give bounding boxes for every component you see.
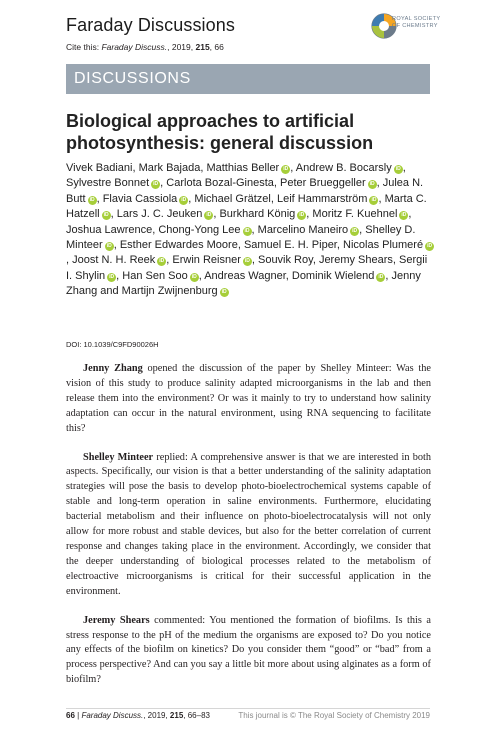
page-footer: [66, 708, 430, 722]
orcid-icon[interactable]: iD: [159, 258, 165, 265]
footer-separator: |: [74, 711, 82, 720]
author-name: Leif Hammarström: [276, 192, 368, 205]
author-name: Esther Edwardes Moore: [119, 239, 238, 252]
author-separator: ,: [251, 254, 258, 267]
author-separator: ,: [385, 269, 392, 282]
author-separator: ,: [188, 192, 195, 205]
orcid-icon[interactable]: iD: [371, 196, 377, 203]
author-separator: ,: [166, 254, 173, 267]
orcid-icon[interactable]: iD: [352, 227, 358, 234]
doi-link[interactable]: DOI: 10.1039/C9FD90026H: [66, 340, 159, 349]
author-name: Matthias Beller: [206, 162, 280, 174]
author-separator: ,: [213, 208, 220, 221]
speaker-name: Jeremy Shears: [83, 614, 150, 626]
orcid-icon[interactable]: iD: [221, 289, 227, 296]
section-banner-label: DISCUSSIONS: [74, 70, 191, 87]
author-separator: ,: [392, 254, 400, 267]
author-name: Vivek Badiani: [66, 162, 133, 174]
rsc-logo-text: ROYAL SOCIETY OF CHEMISTRY: [392, 16, 441, 29]
author-name: Erwin Reisner: [172, 254, 241, 267]
author-name: Julea N. Butt: [66, 177, 424, 205]
author-separator: ,: [113, 239, 120, 252]
author-separator: and: [97, 285, 122, 298]
author-separator: ,: [336, 239, 343, 252]
author-name: Michael Grätzel: [194, 192, 271, 205]
author-name: Martijn Zwijnenburg: [121, 285, 218, 298]
orcid-icon[interactable]: iD: [283, 166, 289, 172]
author-name: Jeremy Shears: [318, 254, 393, 267]
discussion-paragraph: [66, 451, 431, 600]
author-name: Andrew B. Bocarsly: [295, 162, 392, 174]
footer-year: , 2019,: [143, 711, 170, 720]
author-name: Samuel E. H. Piper: [243, 239, 337, 252]
speaker-name: Jenny Zhang: [83, 363, 143, 374]
journal-title: Faraday Discussions: [66, 15, 235, 35]
footer-pages: , 66–83: [183, 711, 210, 720]
author-name: Marcelino Maneiro: [257, 223, 349, 236]
author-name: Moritz F. Kuehnel: [312, 208, 398, 221]
author-name: Shelley D. Minteer: [66, 223, 416, 252]
orcid-icon[interactable]: iD: [401, 212, 407, 219]
article-title: Biological approaches to artificial photosynthesis: general discussion: [66, 111, 374, 153]
author-separator: ,: [132, 162, 139, 174]
author-separator: ,: [290, 162, 296, 174]
author-separator: ,: [402, 162, 406, 174]
author-name: Joost N. H. Reek: [72, 254, 156, 267]
author-name: Carlota Bozal-Ginesta: [166, 177, 274, 190]
orcid-icon[interactable]: iD: [106, 243, 112, 250]
discussion-paragraph: [66, 614, 431, 689]
orcid-icon[interactable]: iD: [244, 258, 250, 265]
cite-page: , 66: [209, 42, 224, 52]
author-separator: ,: [312, 254, 319, 267]
author-separator: ,: [110, 208, 117, 221]
author-separator: ,: [96, 192, 103, 205]
cite-journal: Faraday Discuss.: [101, 42, 168, 52]
orcid-icon[interactable]: iD: [395, 166, 401, 172]
cite-year: , 2019,: [167, 42, 196, 52]
orcid-icon[interactable]: iD: [206, 212, 212, 219]
author-separator: ,: [270, 192, 277, 205]
footer-journal: Faraday Discuss.: [81, 711, 144, 720]
author-name: Souvik Roy: [257, 254, 313, 267]
author-name: Lars J. C. Jeuken: [116, 208, 203, 221]
orcid-icon[interactable]: iD: [299, 212, 305, 219]
cite-volume: 215: [195, 42, 210, 52]
speaker-name: Shelley Minteer: [83, 451, 154, 463]
orcid-icon[interactable]: iD: [103, 212, 109, 219]
author-separator: ,: [237, 239, 244, 252]
footer-copyright: This journal is © The Royal Society of Chemistry 2019: [238, 711, 430, 720]
orcid-icon[interactable]: iD: [244, 227, 250, 234]
author-name: Marta C. Hatzell: [66, 192, 427, 221]
author-list: [66, 161, 436, 300]
author-name: Han Sen Soo: [122, 269, 188, 282]
section-banner: [66, 64, 430, 94]
author-separator: ,: [251, 223, 258, 236]
orcid-icon[interactable]: iD: [369, 181, 375, 188]
paragraph-text: opened the discussion of the paper by Shelley Minteer: Was the vision of this study to produce salinity adapted microorganisms in the lab and then release them into the environment? Or was it mainly to try to understand how salinity adaptation can occur in the natural environment, using RNA sequencing to facilitate this?: [66, 363, 431, 434]
author-separator: ,: [116, 269, 123, 282]
author-name: Joshua Lawrence: [66, 223, 153, 236]
author-separator: ,: [359, 223, 366, 236]
author-name: Sergii I. Shylin: [66, 254, 428, 282]
orcid-icon[interactable]: iD: [427, 243, 433, 250]
author-name: Chong-Yong Lee: [158, 223, 241, 236]
author-separator: ,: [376, 177, 383, 190]
orcid-icon[interactable]: iD: [153, 181, 159, 188]
author-separator: ,: [306, 208, 313, 221]
author-separator: ,: [152, 223, 159, 236]
author-separator: ,: [198, 269, 205, 282]
author-separator: ,: [273, 177, 281, 190]
author-separator: ,: [378, 192, 385, 205]
author-name: Peter Brueggeller: [280, 177, 366, 190]
orcid-icon[interactable]: iD: [89, 196, 95, 203]
author-separator: ,: [66, 254, 73, 267]
orcid-icon[interactable]: iD: [109, 273, 115, 280]
cite-label: Cite this:: [66, 42, 100, 52]
orcid-icon[interactable]: iD: [378, 273, 384, 280]
discussion-body: [66, 362, 431, 702]
author-separator: ,: [160, 177, 167, 190]
footer-citation: [66, 711, 210, 720]
paragraph-text: replied: A comprehensive answer is that we are interested in both aspects. Specifically, our vision is that a better understanding of the salinity adaptation strategies will pose the basis to develop photo-bioelectrochemical systems capable of stable and long-term operation in saline environments. Furthermore, elucidating bacterial metabolism and their influence on photo-bioelectrocatalysis will not only allow for more robust and stable devices, but also for the better correlation of current response and changes taking place in the environment. Accordingly, we consider that the deeper understanding of biological processes related to the metabolism of electroactive microorganisms is critical for their successful application in the environment.: [66, 451, 432, 597]
author-name: Sylvestre Bonnet: [66, 177, 150, 190]
author-name: Jenny Zhang: [66, 269, 421, 298]
author-name: Andreas Wagner: [204, 269, 286, 282]
author-separator: ,: [408, 208, 412, 221]
author-name: Burkhard König: [219, 208, 296, 221]
author-name: Dominik Wielend: [291, 269, 375, 282]
author-name: Nicolas Plumeré: [343, 239, 424, 252]
author-separator: ,: [200, 162, 207, 174]
author-name: Flavia Cassiola: [102, 192, 178, 205]
citation-line: [66, 42, 224, 52]
orcid-icon[interactable]: iD: [181, 196, 187, 203]
paragraph-text: commented: You mentioned the formation of biofilms. Is this a stress response to the pH of the medium the organisms are exposed to? Do you notice any effects of the biofilm on kinetics? Do you consider them “good” or “bad” from a process perspective? And can you say a little bit more about using alginates as a form of biofilm?: [66, 614, 431, 686]
author-separator: ,: [285, 269, 292, 282]
author-name: Mark Bajada: [138, 162, 201, 174]
orcid-icon[interactable]: iD: [191, 273, 197, 280]
footer-volume: 215: [169, 711, 184, 720]
page-number: 66: [66, 711, 75, 720]
discussion-paragraph: [66, 362, 431, 437]
